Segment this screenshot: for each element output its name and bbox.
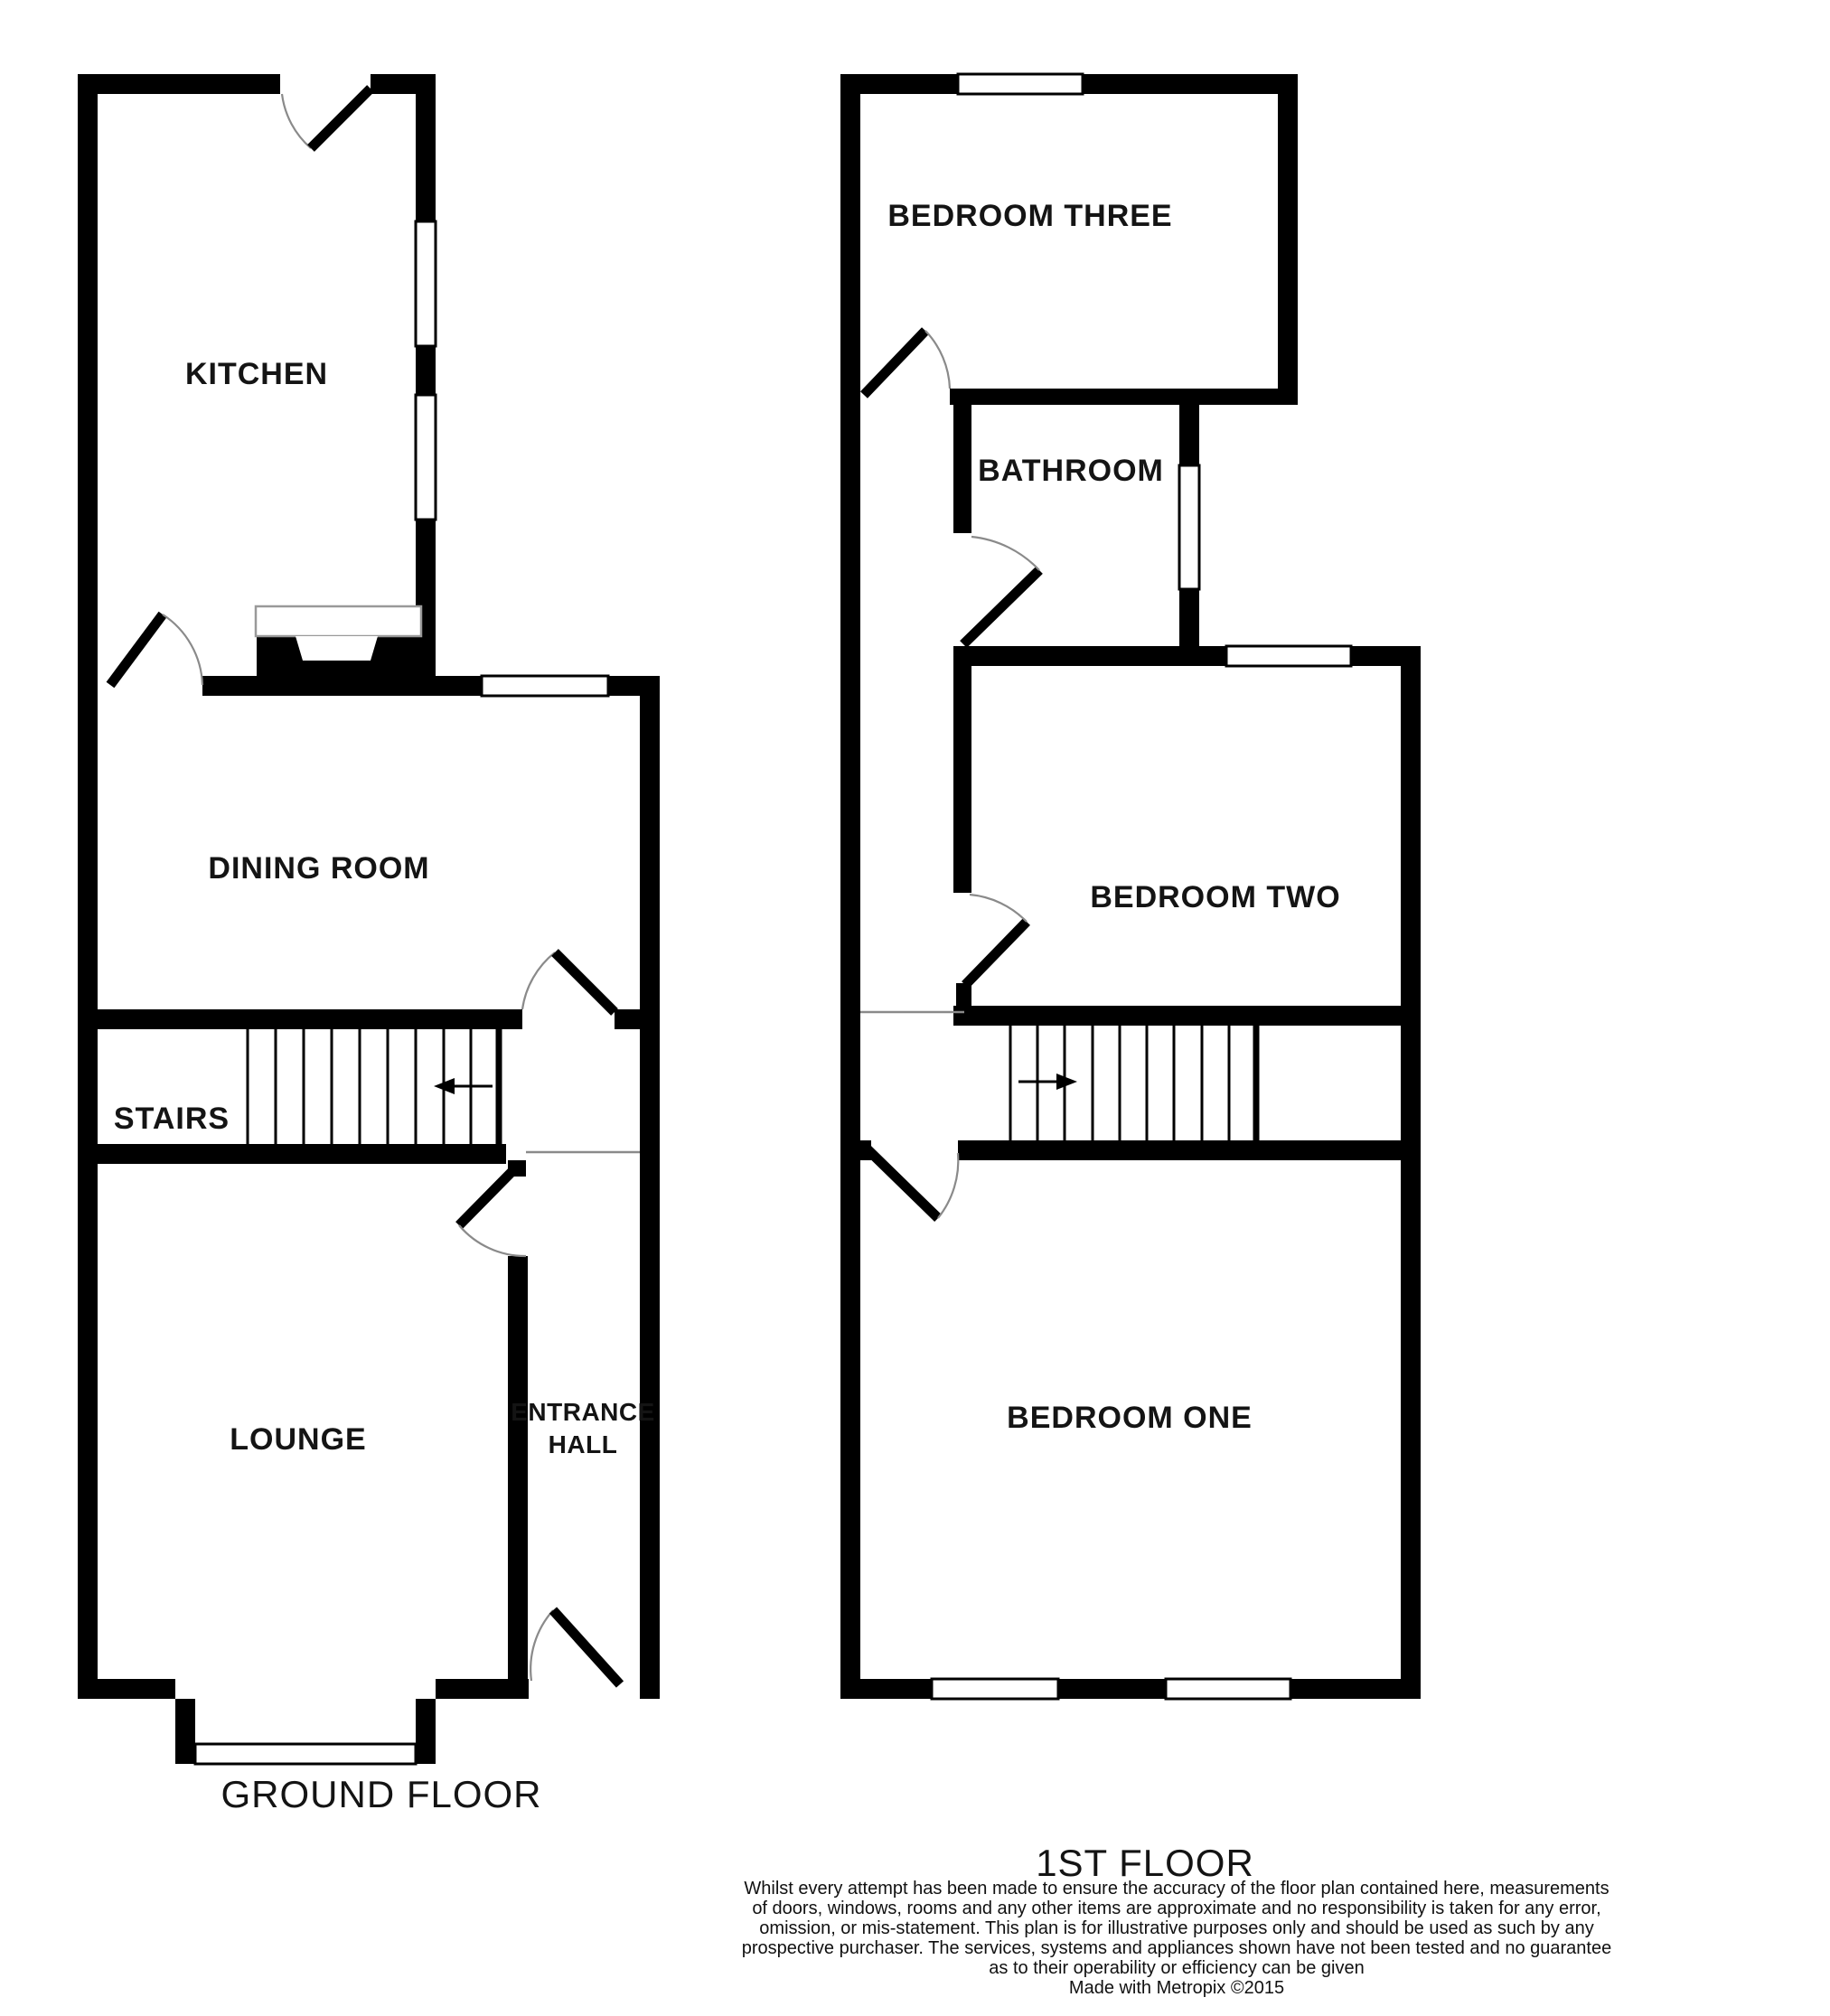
disclaimer-line-1: Whilst every attempt has been made to ensure the accuracy of the floor plan contained here, measurements: [744, 1879, 1609, 1899]
front-door-leaf: [553, 1610, 620, 1684]
entrance-hall-wall: [508, 1256, 528, 1679]
ff-top-wall-left: [840, 74, 958, 94]
stairs-label: STAIRS: [113, 1102, 230, 1136]
bedroom3-window: [958, 74, 1083, 94]
disclaimer-line-4: prospective purchaser. The services, systems and appliances shown have not been tested and no guarantee: [741, 1938, 1612, 1958]
bedroom1-window-2: [1166, 1679, 1290, 1699]
bedroom2-window: [1226, 646, 1351, 666]
gf-walls: [78, 74, 660, 1764]
ff-top-wall-right: [1083, 74, 1298, 94]
entrance-hall-label-line2: HALL: [548, 1430, 618, 1458]
bathroom-right-wall-bottom: [1179, 589, 1199, 646]
bedroom3-door-leaf: [864, 331, 925, 395]
kitchen-window-2: [416, 395, 436, 520]
lounge-label: LOUNGE: [230, 1422, 367, 1457]
bedroom1-bottom-wall-a: [840, 1679, 932, 1699]
bedroom-one-label: BEDROOM ONE: [1007, 1401, 1253, 1435]
first-floor-plan: [840, 74, 1421, 1884]
gf-labels: [114, 357, 655, 1815]
metropix-credit: Made with Metropix ©2015: [1068, 1978, 1285, 1998]
dining-door-leaf: [555, 952, 615, 1012]
bedroom2-door-leaf: [965, 922, 1027, 985]
disclaimer-block: [742, 1879, 1611, 1998]
bedroom3-bottom-wall: [950, 389, 1298, 405]
disclaimer-line-2: of doors, windows, rooms and any other items are approximate and no responsibility is taken for any error,: [752, 1899, 1601, 1918]
dining-top-wall-a: [416, 676, 482, 696]
bedroom1-bottom-wall-c: [1290, 1679, 1421, 1699]
ff-stairs-group: [860, 1012, 1256, 1140]
bedroom1-door-leaf: [866, 1148, 938, 1218]
ground-floor-plan: [78, 74, 660, 1815]
bedroom-three-label: BEDROOM THREE: [887, 199, 1173, 233]
bedroom1-door-arc: [938, 1153, 958, 1218]
gf-stairs-group: [248, 1029, 640, 1152]
bedroom-two-label: BEDROOM TWO: [1090, 880, 1341, 914]
lounge-bay-window: [195, 1744, 416, 1764]
dining-door-arc: [522, 952, 555, 1009]
bedroom2-door-arc: [970, 895, 1027, 922]
gf-top-wall-left: [78, 74, 280, 94]
kitchen-window-1: [416, 221, 436, 346]
front-door-arc: [530, 1610, 553, 1681]
kitchen-dining-door-arc: [163, 614, 202, 685]
bathroom-door-leaf: [963, 570, 1039, 644]
ground-floor-title: GROUND FLOOR: [221, 1773, 542, 1815]
bedroom1-bottom-wall-b: [1058, 1679, 1166, 1699]
rear-door-leaf: [311, 89, 371, 148]
kitchen-dining-door-leaf: [110, 614, 163, 685]
chimney-hearth: [256, 606, 421, 636]
gf-stairs-top-wall: [98, 1009, 522, 1029]
fireplace-recess: [296, 636, 378, 661]
bathroom-left-wall: [953, 405, 971, 533]
bedroom2-top-wall-left: [953, 646, 1199, 666]
ff-right-wall: [1401, 646, 1421, 1699]
ff-left-wall: [840, 74, 860, 1699]
dining-room-label: DINING ROOM: [208, 851, 430, 886]
lounge-door-leaf: [459, 1167, 516, 1225]
gf-bottom-wall-left: [78, 1679, 175, 1699]
disclaimer-line-5: as to their operability or efficiency can be given: [989, 1958, 1365, 1978]
gf-bottom-wall-mid: [436, 1679, 529, 1699]
bathroom-door-arc: [971, 537, 1039, 570]
kitchen-label: KITCHEN: [184, 357, 329, 391]
gf-stairs-bottom-wall: [78, 1144, 506, 1164]
entrance-hall-label-line1: ENTRANCE: [511, 1398, 655, 1426]
first-floor-title: 1ST FLOOR: [1036, 1842, 1254, 1884]
bathroom-label: BATHROOM: [978, 454, 1164, 488]
disclaimer-line-3: omission, or mis-statement. This plan is for illustrative purposes only and should be used as such by any: [759, 1918, 1594, 1938]
dining-door-jamb: [615, 1009, 640, 1029]
lounge-door-arc: [459, 1225, 526, 1256]
dining-window: [482, 676, 608, 696]
gf-windows: [195, 221, 608, 1764]
kitchen-right-wall-mid: [416, 346, 436, 395]
bedroom2-left-wall: [953, 666, 971, 893]
bedroom1-window-1: [932, 1679, 1058, 1699]
ff-stairs-arrow-icon: [1056, 1074, 1077, 1090]
bedroom2-top-wall-mid: [1199, 646, 1226, 666]
bedroom3-door-arc: [925, 331, 950, 389]
ff-stairs-top-wall: [953, 1006, 1401, 1026]
rear-door-arc: [282, 94, 311, 148]
gf-left-wall: [78, 74, 98, 1699]
gf-right-wall: [640, 676, 660, 1699]
kitchen-right-wall-top: [416, 74, 436, 221]
bathroom-right-wall-top: [1179, 400, 1199, 465]
ff-stairs-bottom-wall: [958, 1140, 1401, 1160]
bathroom-window: [1179, 465, 1199, 589]
bedroom3-right-wall: [1278, 74, 1298, 405]
